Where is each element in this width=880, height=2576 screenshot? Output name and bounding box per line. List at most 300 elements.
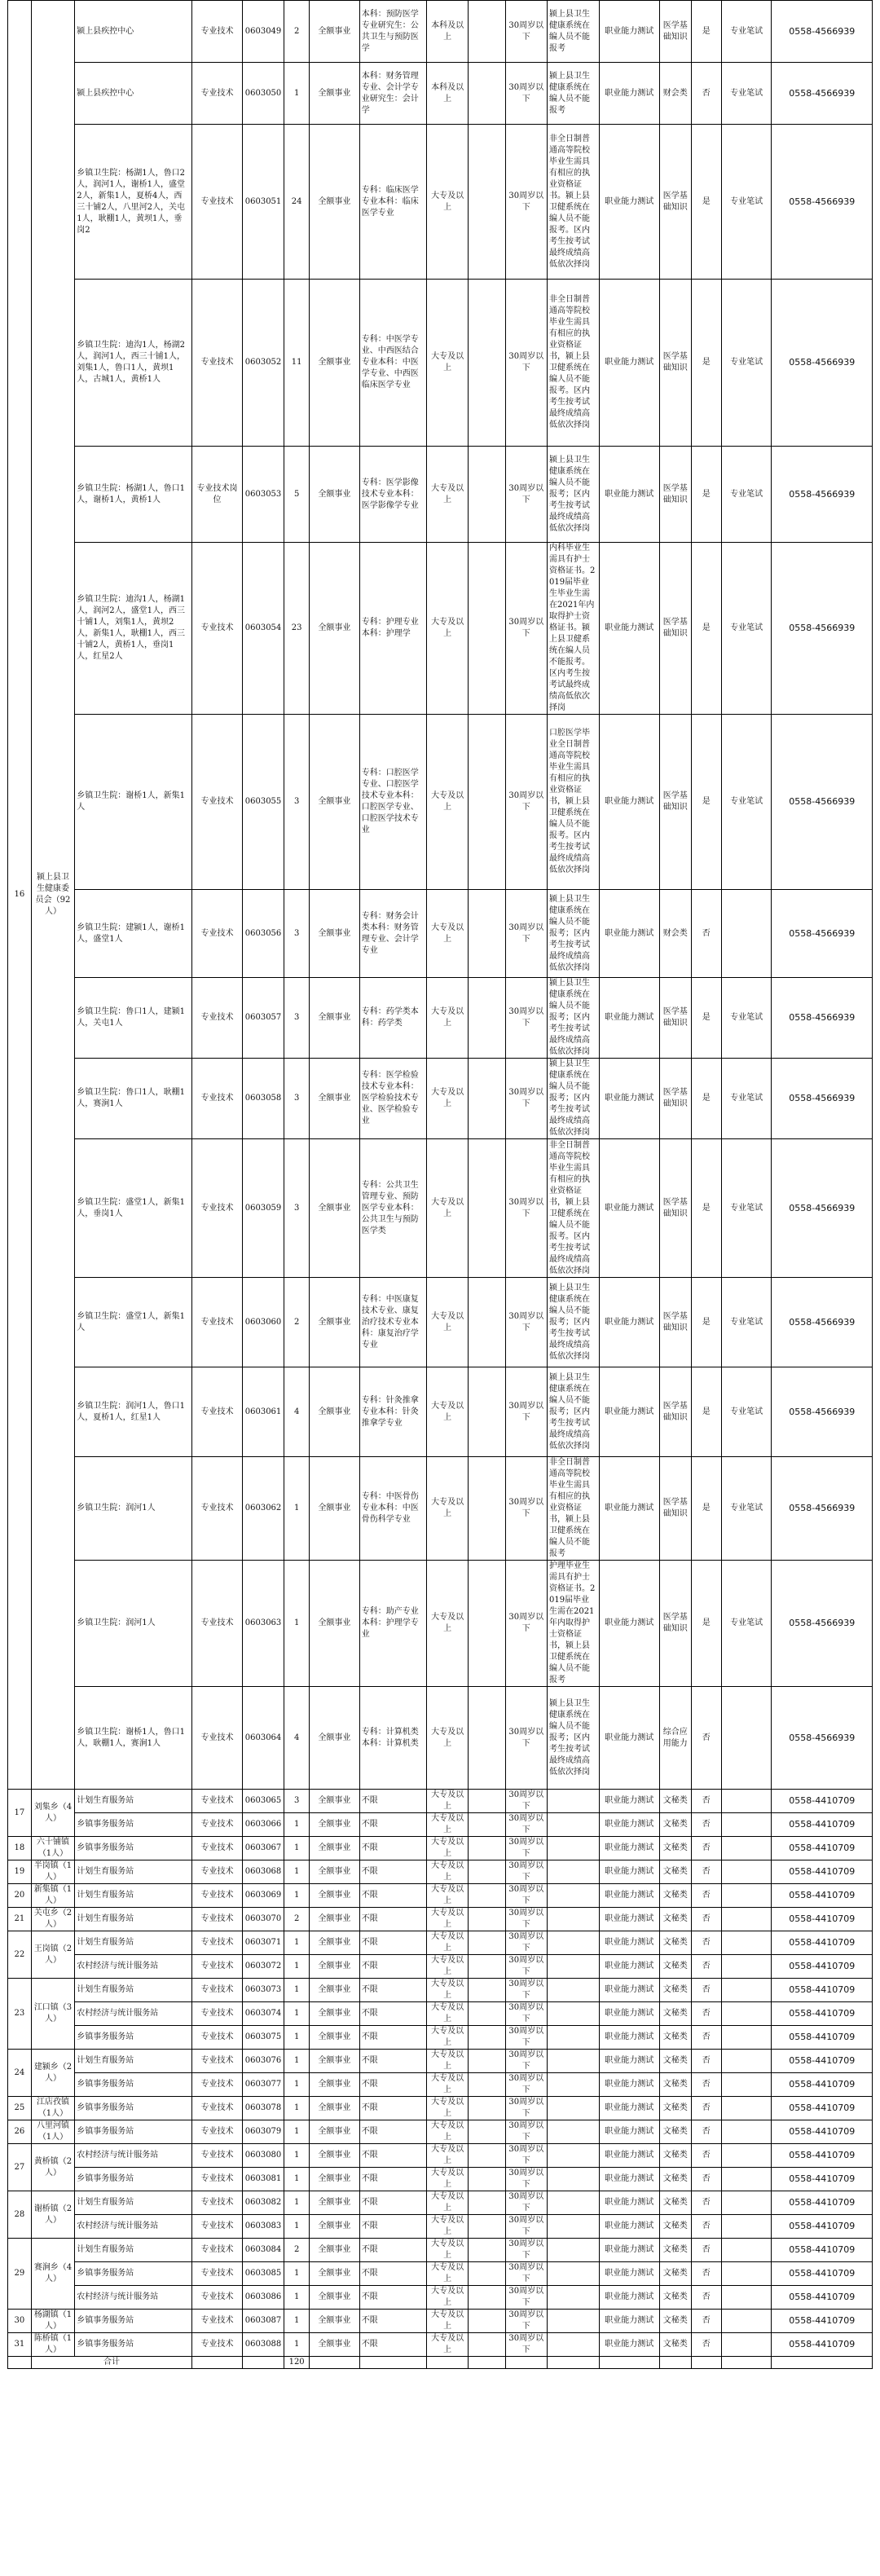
other-cell (547, 2333, 599, 2357)
exam-form-cell: 职业能力测试 (599, 1979, 659, 2002)
table-row (8, 280, 873, 447)
funding-cell: 全额事业 (310, 280, 360, 447)
education-cell: 大专及以上 (426, 1139, 468, 1278)
age-cell: 30周岁以下 (505, 1884, 547, 1908)
type-cell: 专业技术 (192, 1908, 243, 1931)
table-row (8, 2144, 873, 2168)
funding-cell: 全额事业 (310, 1908, 360, 1931)
count-cell: 1 (284, 1457, 310, 1561)
education-cell: 本科及以上 (426, 1, 468, 63)
type-cell: 专业技术 (192, 125, 243, 280)
other-cell: 颍上县卫生健康系统在编人员不能报考；区内考生按考试最终成绩高低依次择岗 (547, 1687, 599, 1790)
education-cell: 大专及以上 (426, 447, 468, 543)
ratio-cell: 否 (691, 1790, 721, 1813)
exam-form-cell: 职业能力测试 (599, 447, 659, 543)
degree-cell (469, 890, 505, 978)
degree-cell (469, 1139, 505, 1278)
dept-cell: 计划生育服务站 (75, 1908, 192, 1931)
major-cell: 专科：医学检验技术专业本科：医学检验技术专业、医学检验专业 (359, 1059, 426, 1139)
ratio-cell: 是 (691, 715, 721, 890)
funding-cell: 全额事业 (310, 1457, 360, 1561)
ratio-cell: 否 (691, 2333, 721, 2357)
ratio-cell: 否 (691, 1908, 721, 1931)
education-cell: 大专及以上 (426, 1059, 468, 1139)
count-cell: 1 (284, 2002, 310, 2026)
subject-cell: 财会类 (659, 63, 691, 125)
funding-cell: 全额事业 (310, 2073, 360, 2097)
exam-form-cell: 职业能力测试 (599, 2191, 659, 2215)
education-cell: 大专及以上 (426, 543, 468, 715)
funding-cell: 全额事业 (310, 1059, 360, 1139)
age-cell: 30周岁以下 (505, 2144, 547, 2168)
type-cell: 专业技术 (192, 63, 243, 125)
subject-cell: 文秘类 (659, 2310, 691, 2333)
degree-cell (469, 1790, 505, 1813)
subject-cell: 文秘类 (659, 2262, 691, 2286)
funding-cell: 全额事业 (310, 1561, 360, 1687)
unit-cell: 赛涧乡（4人） (31, 2239, 74, 2310)
code-cell: 0603053 (242, 447, 284, 543)
count-cell: 11 (284, 280, 310, 447)
degree-cell (469, 2262, 505, 2286)
other-cell (547, 2191, 599, 2215)
exam-form-cell: 职业能力测试 (599, 2073, 659, 2097)
type-cell: 专业技术 (192, 2310, 243, 2333)
exam-form-cell: 职业能力测试 (599, 1687, 659, 1790)
subject-cell: 文秘类 (659, 2286, 691, 2310)
subject-cell: 文秘类 (659, 2026, 691, 2050)
type-cell: 专业技术 (192, 1367, 243, 1457)
code-cell: 0603073 (242, 1979, 284, 2002)
exam-form-cell: 职业能力测试 (599, 2262, 659, 2286)
exam-form-cell: 职业能力测试 (599, 1931, 659, 1955)
type-cell: 专业技术 (192, 1278, 243, 1367)
phone-cell: 0558-4410709 (772, 1837, 873, 1860)
unit-cell: 刘集乡（4人） (31, 1790, 74, 1837)
subject-cell: 文秘类 (659, 1860, 691, 1884)
degree-cell (469, 2050, 505, 2073)
special-cell: 专业笔试 (721, 1367, 772, 1457)
funding-cell: 全额事业 (310, 2026, 360, 2050)
education-cell: 大专及以上 (426, 2239, 468, 2262)
dept-cell: 农村经济与统计服务站 (75, 1955, 192, 1979)
exam-form-cell: 职业能力测试 (599, 1561, 659, 1687)
other-cell (547, 2026, 599, 2050)
count-cell: 1 (284, 2286, 310, 2310)
funding-cell: 全额事业 (310, 1367, 360, 1457)
degree-cell (469, 1059, 505, 1139)
code-cell: 0603058 (242, 1059, 284, 1139)
subject-cell: 医学基础知识 (659, 715, 691, 890)
type-cell: 专业技术 (192, 2262, 243, 2286)
subject-cell: 文秘类 (659, 1813, 691, 1837)
phone-cell: 0558-4410709 (772, 1860, 873, 1884)
phone-cell: 0558-4566939 (772, 890, 873, 978)
age-cell: 30周岁以下 (505, 2097, 547, 2120)
exam-form-cell: 职业能力测试 (599, 1278, 659, 1367)
education-cell: 大专及以上 (426, 1908, 468, 1931)
special-cell (721, 2002, 772, 2026)
cell (469, 2357, 505, 2369)
count-cell: 1 (284, 2191, 310, 2215)
major-cell: 专科：针灸推拿专业本科：针灸推拿学专业 (359, 1367, 426, 1457)
major-cell: 专科：中医学专业、中西医结合专业本科：中医学专业、中西医临床医学专业 (359, 280, 426, 447)
degree-cell (469, 1931, 505, 1955)
other-cell: 颍上县卫生健康系统在编人员不能报考；区内考生按考试最终成绩高低依次择岗 (547, 1059, 599, 1139)
other-cell: 颍上县卫生健康系统在编人员不能报考；区内考生按考试最终成绩高低依次择岗 (547, 447, 599, 543)
funding-cell: 全额事业 (310, 1837, 360, 1860)
degree-cell (469, 715, 505, 890)
ratio-cell: 否 (691, 2286, 721, 2310)
code-cell: 0603075 (242, 2026, 284, 2050)
special-cell (721, 1790, 772, 1813)
cell (505, 2357, 547, 2369)
table-row (8, 125, 873, 280)
funding-cell: 全额事业 (310, 2333, 360, 2357)
ratio-cell: 是 (691, 1139, 721, 1278)
other-cell (547, 1908, 599, 1931)
unit-cell: 陈桥镇（1人） (31, 2333, 74, 2357)
education-cell: 大专及以上 (426, 1813, 468, 1837)
ratio-cell: 否 (691, 2002, 721, 2026)
count-cell: 4 (284, 1687, 310, 1790)
exam-form-cell: 职业能力测试 (599, 1059, 659, 1139)
age-cell: 30周岁以下 (505, 2168, 547, 2191)
age-cell: 30周岁以下 (505, 125, 547, 280)
funding-cell: 全额事业 (310, 1790, 360, 1813)
unit-cell: 江店孜镇（1人） (31, 2097, 74, 2120)
seq-cell: 31 (8, 2333, 32, 2357)
major-cell: 专科：公共卫生管理专业、预防医学专业本科：公共卫生与预防医学类 (359, 1139, 426, 1278)
seq-cell: 27 (8, 2144, 32, 2191)
table-row (8, 447, 873, 543)
major-cell: 专科：护理专业本科：护理学 (359, 543, 426, 715)
other-cell: 内科毕业生需具有护士资格证书。2019届毕业生毕业生需在2021年内取得护士资格证书。颍上县卫健系统在编人员不能报考。区内考生按考试最终成绩高低依次择岗 (547, 543, 599, 715)
funding-cell: 全额事业 (310, 1278, 360, 1367)
exam-form-cell: 职业能力测试 (599, 1908, 659, 1931)
other-cell (547, 1979, 599, 2002)
code-cell: 0603080 (242, 2144, 284, 2168)
subject-cell: 医学基础知识 (659, 1139, 691, 1278)
code-cell: 0603087 (242, 2310, 284, 2333)
funding-cell: 全额事业 (310, 1813, 360, 1837)
table-row (8, 1457, 873, 1561)
age-cell: 30周岁以下 (505, 1908, 547, 1931)
subject-cell: 文秘类 (659, 2144, 691, 2168)
table-row (8, 2310, 873, 2333)
table-row (8, 715, 873, 890)
education-cell: 大专及以上 (426, 890, 468, 978)
dept-cell: 乡镇事务服务站 (75, 2073, 192, 2097)
count-cell: 1 (284, 2310, 310, 2333)
subject-cell: 文秘类 (659, 2191, 691, 2215)
dept-cell: 乡镇事务服务站 (75, 1813, 192, 1837)
dept-cell: 乡镇卫生院：盛堂1人，新集1人 (75, 1278, 192, 1367)
funding-cell: 全额事业 (310, 2286, 360, 2310)
other-cell: 颍上县卫生健康系统在编人员不能报考 (547, 63, 599, 125)
other-cell (547, 2168, 599, 2191)
ratio-cell: 是 (691, 447, 721, 543)
special-cell (721, 1955, 772, 1979)
exam-form-cell: 职业能力测试 (599, 1457, 659, 1561)
special-cell (721, 2310, 772, 2333)
major-cell: 专科：药学类本科：药学类 (359, 978, 426, 1059)
ratio-cell: 是 (691, 125, 721, 280)
education-cell: 大专及以上 (426, 2215, 468, 2239)
subject-cell: 医学基础知识 (659, 543, 691, 715)
education-cell: 大专及以上 (426, 1367, 468, 1457)
subject-cell: 文秘类 (659, 1790, 691, 1813)
unit-cell: 谢桥镇（2人） (31, 2191, 74, 2239)
other-cell (547, 2144, 599, 2168)
unit-cell: 杨湖镇（1人） (31, 2310, 74, 2333)
table-row (8, 2191, 873, 2215)
other-cell (547, 2050, 599, 2073)
subject-cell: 综合应用能力 (659, 1687, 691, 1790)
seq-cell: 20 (8, 1884, 32, 1908)
major-cell: 不限 (359, 2262, 426, 2286)
count-cell: 3 (284, 1790, 310, 1813)
education-cell: 本科及以上 (426, 63, 468, 125)
education-cell: 大专及以上 (426, 1687, 468, 1790)
cell (691, 2357, 721, 2369)
dept-cell: 计划生育服务站 (75, 1931, 192, 1955)
table-row (8, 1837, 873, 1860)
phone-cell: 0558-4410709 (772, 2073, 873, 2097)
exam-form-cell: 职业能力测试 (599, 2168, 659, 2191)
age-cell: 30周岁以下 (505, 63, 547, 125)
phone-cell: 0558-4566939 (772, 1367, 873, 1457)
exam-form-cell: 职业能力测试 (599, 1367, 659, 1457)
table-row (8, 1979, 873, 2002)
table-row (8, 1860, 873, 1884)
ratio-cell: 否 (691, 2097, 721, 2120)
dept-cell: 农村经济与统计服务站 (75, 2002, 192, 2026)
funding-cell: 全额事业 (310, 978, 360, 1059)
ratio-cell: 是 (691, 1, 721, 63)
seq-cell: 26 (8, 2120, 32, 2144)
other-cell (547, 1931, 599, 1955)
cell (721, 2357, 772, 2369)
table-row (8, 2239, 873, 2262)
code-cell: 0603086 (242, 2286, 284, 2310)
education-cell: 大专及以上 (426, 2191, 468, 2215)
age-cell: 30周岁以下 (505, 2333, 547, 2357)
funding-cell: 全额事业 (310, 447, 360, 543)
exam-form-cell: 职业能力测试 (599, 63, 659, 125)
major-cell: 不限 (359, 2097, 426, 2120)
age-cell: 30周岁以下 (505, 2262, 547, 2286)
funding-cell: 全额事业 (310, 2262, 360, 2286)
dept-cell: 乡镇卫生院：鲁口1人，建颍1人，关屯1人 (75, 978, 192, 1059)
education-cell: 大专及以上 (426, 1979, 468, 2002)
phone-cell: 0558-4410709 (772, 2215, 873, 2239)
cell (310, 2357, 360, 2369)
special-cell (721, 1813, 772, 1837)
table-row (8, 2026, 873, 2050)
age-cell: 30周岁以下 (505, 1367, 547, 1457)
other-cell: 护理毕业生需具有护士资格证书。2019届毕业生需在2021年内取得护士资格证书，颍上县卫健系统在编人员不能报考 (547, 1561, 599, 1687)
count-cell: 1 (284, 63, 310, 125)
type-cell: 专业技术 (192, 2050, 243, 2073)
age-cell: 30周岁以下 (505, 2310, 547, 2333)
ratio-cell: 是 (691, 1457, 721, 1561)
exam-form-cell: 职业能力测试 (599, 1790, 659, 1813)
phone-cell: 0558-4566939 (772, 1457, 873, 1561)
dept-cell: 乡镇事务服务站 (75, 1837, 192, 1860)
education-cell: 大专及以上 (426, 1790, 468, 1813)
funding-cell: 全额事业 (310, 2002, 360, 2026)
count-cell: 1 (284, 2215, 310, 2239)
age-cell: 30周岁以下 (505, 1955, 547, 1979)
age-cell: 30周岁以下 (505, 1561, 547, 1687)
cell (359, 2357, 426, 2369)
dept-cell: 乡镇卫生院：谢桥1人，新集1人 (75, 715, 192, 890)
major-cell: 专科：财务会计类本科：财务管理专业、会计学专业 (359, 890, 426, 978)
funding-cell: 全额事业 (310, 2310, 360, 2333)
degree-cell (469, 2310, 505, 2333)
subject-cell: 医学基础知识 (659, 1278, 691, 1367)
type-cell: 专业技术 (192, 2333, 243, 2357)
phone-cell: 0558-4410709 (772, 2168, 873, 2191)
ratio-cell: 否 (691, 1884, 721, 1908)
phone-cell: 0558-4410709 (772, 2333, 873, 2357)
funding-cell: 全额事业 (310, 1979, 360, 2002)
table-row (8, 1955, 873, 1979)
major-cell: 不限 (359, 2073, 426, 2097)
cell (192, 2357, 243, 2369)
subject-cell: 医学基础知识 (659, 447, 691, 543)
subject-cell: 文秘类 (659, 2002, 691, 2026)
major-cell: 专科：临床医学专业本科：临床医学专业 (359, 125, 426, 280)
age-cell: 30周岁以下 (505, 1, 547, 63)
age-cell: 30周岁以下 (505, 2191, 547, 2215)
phone-cell: 0558-4566939 (772, 280, 873, 447)
phone-cell: 0558-4410709 (772, 1813, 873, 1837)
table-row (8, 1790, 873, 1813)
code-cell: 0603060 (242, 1278, 284, 1367)
funding-cell: 全额事业 (310, 2191, 360, 2215)
subject-cell: 医学基础知识 (659, 1367, 691, 1457)
ratio-cell: 否 (691, 1979, 721, 2002)
age-cell: 30周岁以下 (505, 2002, 547, 2026)
count-cell: 3 (284, 890, 310, 978)
degree-cell (469, 2097, 505, 2120)
special-cell: 专业笔试 (721, 1561, 772, 1687)
table-row (8, 2333, 873, 2357)
seq-cell: 23 (8, 1979, 32, 2050)
code-cell: 0603085 (242, 2262, 284, 2286)
recruitment-table (7, 0, 873, 2369)
subject-cell: 文秘类 (659, 2120, 691, 2144)
special-cell: 专业笔试 (721, 63, 772, 125)
cell (659, 2357, 691, 2369)
age-cell: 30周岁以下 (505, 543, 547, 715)
special-cell: 专业笔试 (721, 715, 772, 890)
major-cell: 不限 (359, 2002, 426, 2026)
exam-form-cell: 职业能力测试 (599, 715, 659, 890)
education-cell: 大专及以上 (426, 2050, 468, 2073)
code-cell: 0603074 (242, 2002, 284, 2026)
dept-cell: 乡镇卫生院：迪沟1人，杨湖1人，润河2人，盛堂1人，西三十铺1人，刘集1人，黄坝2人，新集1人，耿棚1人，西三十铺2人，黄桥1人，垂岗1人，红星2人 (75, 543, 192, 715)
ratio-cell: 否 (691, 1687, 721, 1790)
unit-cell: 颍上县卫生健康委员会（92人） (31, 1, 74, 1790)
age-cell: 30周岁以下 (505, 447, 547, 543)
table-row (8, 2215, 873, 2239)
special-cell: 专业笔试 (721, 1059, 772, 1139)
major-cell: 不限 (359, 2144, 426, 2168)
code-cell: 0603078 (242, 2097, 284, 2120)
exam-form-cell: 职业能力测试 (599, 2026, 659, 2050)
exam-form-cell: 职业能力测试 (599, 1955, 659, 1979)
code-cell: 0603059 (242, 1139, 284, 1278)
table-row (8, 1367, 873, 1457)
other-cell (547, 2002, 599, 2026)
education-cell: 大专及以上 (426, 2262, 468, 2286)
count-cell: 1 (284, 2097, 310, 2120)
phone-cell: 0558-4410709 (772, 2262, 873, 2286)
code-cell: 0603076 (242, 2050, 284, 2073)
cell (426, 2357, 468, 2369)
special-cell (721, 890, 772, 978)
count-cell: 5 (284, 447, 310, 543)
exam-form-cell: 职业能力测试 (599, 890, 659, 978)
education-cell: 大专及以上 (426, 2097, 468, 2120)
degree-cell (469, 1979, 505, 2002)
dept-cell: 计划生育服务站 (75, 1884, 192, 1908)
special-cell (721, 2262, 772, 2286)
count-cell: 2 (284, 1, 310, 63)
funding-cell: 全额事业 (310, 543, 360, 715)
special-cell (721, 1860, 772, 1884)
dept-cell: 乡镇卫生院：建颍1人，谢桥1人，盛堂1人 (75, 890, 192, 978)
phone-cell: 0558-4410709 (772, 2002, 873, 2026)
type-cell: 专业技术 (192, 2191, 243, 2215)
type-cell: 专业技术 (192, 1860, 243, 1884)
count-cell: 2 (284, 1908, 310, 1931)
funding-cell: 全额事业 (310, 2120, 360, 2144)
degree-cell (469, 1955, 505, 1979)
exam-form-cell: 职业能力测试 (599, 2050, 659, 2073)
code-cell: 0603084 (242, 2239, 284, 2262)
age-cell: 30周岁以下 (505, 1837, 547, 1860)
education-cell: 大专及以上 (426, 2333, 468, 2357)
phone-cell: 0558-4566939 (772, 715, 873, 890)
major-cell: 不限 (359, 1908, 426, 1931)
table-row (8, 2050, 873, 2073)
ratio-cell: 否 (691, 2215, 721, 2239)
degree-cell (469, 2168, 505, 2191)
count-cell: 4 (284, 1367, 310, 1457)
degree-cell (469, 978, 505, 1059)
education-cell: 大专及以上 (426, 2310, 468, 2333)
major-cell: 不限 (359, 2191, 426, 2215)
subject-cell: 财会类 (659, 890, 691, 978)
type-cell: 专业技术 (192, 1139, 243, 1278)
type-cell: 专业技术 (192, 2239, 243, 2262)
major-cell: 不限 (359, 1860, 426, 1884)
table-row (8, 1931, 873, 1955)
table-row (8, 1561, 873, 1687)
table-body (8, 1, 873, 2357)
subject-cell: 文秘类 (659, 2168, 691, 2191)
major-cell: 不限 (359, 2120, 426, 2144)
type-cell: 专业技术 (192, 2215, 243, 2239)
total-value: 120 (284, 2357, 310, 2369)
code-cell: 0603052 (242, 280, 284, 447)
subject-cell: 医学基础知识 (659, 1059, 691, 1139)
type-cell: 专业技术 (192, 1979, 243, 2002)
